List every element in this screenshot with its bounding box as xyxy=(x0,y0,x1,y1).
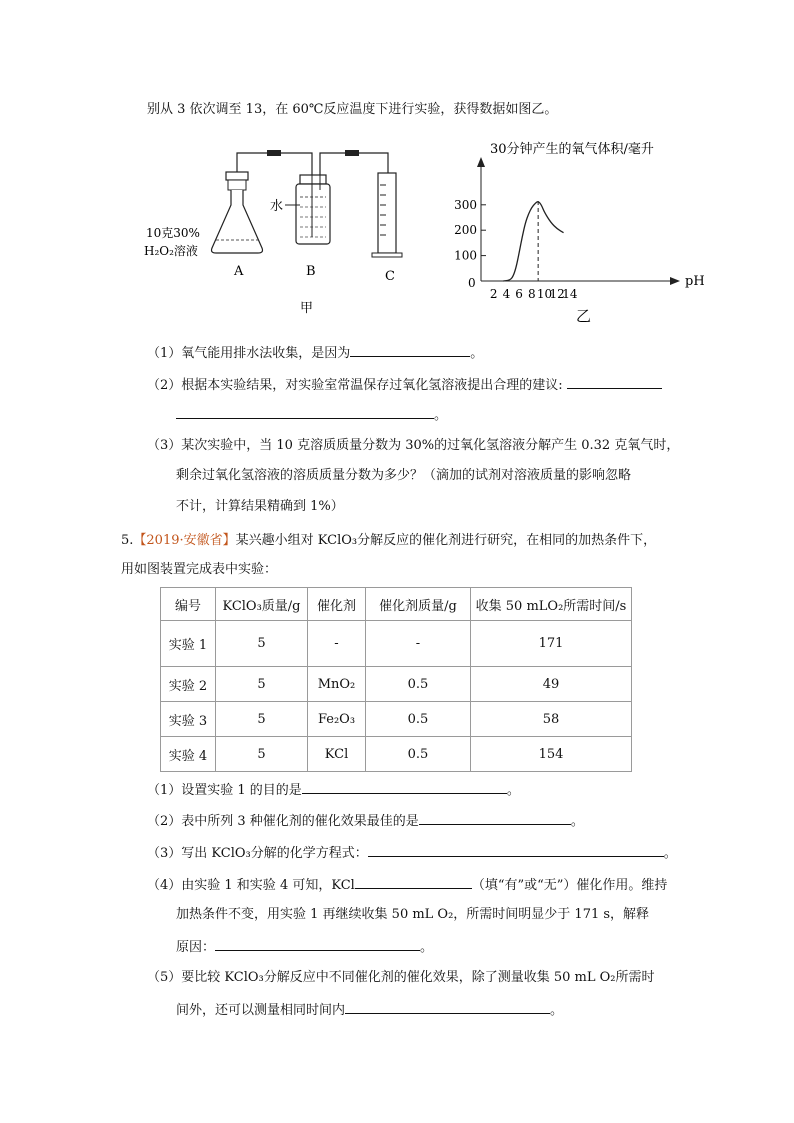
q5-sub4-end: 。 xyxy=(420,940,434,955)
caption-jia: 甲 xyxy=(300,301,314,316)
q5-sub4-text: （4）由实验 1 和实验 4 可知，KCl xyxy=(147,878,355,893)
x-tick-label: 4 xyxy=(502,287,511,301)
q4-sub3-line2: 剩余过氧化氢溶液的溶质质量分数为多少？（滴加的试剂对溶液质量的影响忽略 xyxy=(176,468,632,483)
solution-label-1: 10克30% xyxy=(146,226,200,240)
table-cell: KCl xyxy=(308,737,366,772)
q5-sub3-text: （3）写出 KClO₃分解的化学方程式： xyxy=(147,846,368,861)
table-cell: 实验 3 xyxy=(161,702,216,737)
q5-sub4-line3-prefix: 原因： xyxy=(176,940,216,955)
table-cell: - xyxy=(366,621,471,667)
q5-sub4-blank-2[interactable] xyxy=(215,937,420,951)
q5-sub4-blank-1[interactable] xyxy=(355,875,472,889)
q4-sub1 xyxy=(147,343,483,363)
q4-sub2-blank-2[interactable] xyxy=(176,405,434,419)
q4-sub2-text: （2）根据本实验结果，对实验室常温保存过氧化氢溶液提出合理的建议: xyxy=(147,378,563,393)
q5-sub1-blank[interactable] xyxy=(302,780,507,794)
table-cell: 5 xyxy=(216,702,308,737)
table-row xyxy=(161,702,632,737)
q5-sub2-text: （2）表中所列 3 种催化剂的催化效果最佳的是 xyxy=(147,814,419,829)
table-cell: 58 xyxy=(471,702,632,737)
intro-line: 别从 3 依次调至 13，在 60℃反应温度下进行实验，获得数据如图乙。 xyxy=(147,102,558,117)
q5-number: 5. xyxy=(121,533,134,548)
q5-sub3-end: 。 xyxy=(663,846,677,861)
x-tick-label: 2 xyxy=(489,287,498,301)
table-cell: 实验 2 xyxy=(161,667,216,702)
table-row xyxy=(161,737,632,772)
label-b: B xyxy=(306,264,316,279)
caption-yi: 乙 xyxy=(576,307,592,325)
origin-label: 0 xyxy=(468,276,476,290)
table-cell: 171 xyxy=(471,621,632,667)
series-line xyxy=(503,202,563,281)
q4-sub1-text: （1）氧气能用排水法收集，是因为 xyxy=(147,346,351,361)
table-header: 催化剂 xyxy=(308,588,366,621)
q5-sub1 xyxy=(147,780,520,800)
q5-sub1-end: 。 xyxy=(506,783,520,798)
q4-sub2-blank-1[interactable] xyxy=(567,375,662,389)
experiment-table xyxy=(160,587,632,772)
q5-line1-rest: 某兴趣小组对 KClO₃分解反应的催化剂进行研究，在相同的加热条件下， xyxy=(235,533,657,548)
table-cell: Fe₂O₃ xyxy=(308,702,366,737)
q5-line2: 用如图装置完成表中实验： xyxy=(121,562,278,577)
q5-sub2 xyxy=(147,811,584,831)
oxygen-ph-chart xyxy=(440,135,720,330)
q5-sub5-line2 xyxy=(176,1000,563,1020)
table-cell: 5 xyxy=(216,737,308,772)
q4-sub2-end: 。 xyxy=(434,408,448,423)
y-axis-arrow xyxy=(477,157,485,167)
table-header: 收集 50 mLO₂所需时间/s xyxy=(471,588,632,621)
table-cell: - xyxy=(308,621,366,667)
q5-sub5-line1: （5）要比较 KClO₃分解反应中不同催化剂的催化效果，除了测量收集 50 mL O₂所需时 xyxy=(147,970,655,985)
q5-sub4-suffix: （填“有”或“无”）催化作用。维持 xyxy=(471,878,668,893)
table-header: 编号 xyxy=(161,588,216,621)
q4-sub2 xyxy=(147,375,662,395)
chart-title: 30分钟产生的氧气体积/毫升 xyxy=(490,142,654,157)
x-axis-arrow xyxy=(670,277,680,285)
y-tick-label: 200 xyxy=(454,223,477,238)
q5-sub5-blank[interactable] xyxy=(345,1000,550,1014)
q5-sub5-end: 。 xyxy=(550,1003,564,1018)
table-cell: 0.5 xyxy=(366,702,471,737)
y-tick-label: 300 xyxy=(454,197,477,212)
water-label: 水 xyxy=(270,199,284,214)
table-cell: 实验 1 xyxy=(161,621,216,667)
table-cell: 49 xyxy=(471,667,632,702)
table-header: KClO₃质量/g xyxy=(216,588,308,621)
flask-a xyxy=(212,160,263,253)
q5-line1 xyxy=(121,532,656,550)
q5-source: 【2019·安徽省】 xyxy=(133,533,236,548)
q4-sub3-line3: 不计，计算结果精确到 1%） xyxy=(176,499,344,514)
q5-sub5-line2-prefix: 间外，还可以测量相同时间内 xyxy=(176,1003,346,1018)
bottle-b xyxy=(296,175,330,244)
table-cell: 实验 4 xyxy=(161,737,216,772)
table-row xyxy=(161,667,632,702)
label-c: C xyxy=(385,269,395,284)
table-cell: 5 xyxy=(216,667,308,702)
y-tick-label: 100 xyxy=(454,248,477,263)
q5-sub4-line2: 加热条件不变，用实验 1 再继续收集 50 mL O₂，所需时间明显少于 171 s，解释 xyxy=(176,907,650,922)
q4-sub1-end: 。 xyxy=(470,346,484,361)
q4-sub3-line1: （3）某次实验中，当 10 克溶质质量分数为 30%的过氧化氢溶液分解产生 0.32 克氧气时， xyxy=(147,438,680,453)
q5-sub2-end: 。 xyxy=(570,814,584,829)
x-tick-label: 14 xyxy=(562,287,578,301)
q5-sub3 xyxy=(147,843,677,863)
table-header-row xyxy=(161,588,632,621)
x-tick-label: 8 xyxy=(527,287,536,301)
q5-sub1-text: （1）设置实验 1 的目的是 xyxy=(147,783,302,798)
table-cell: 5 xyxy=(216,621,308,667)
table-cell: 0.5 xyxy=(366,737,471,772)
table-cell: MnO₂ xyxy=(308,667,366,702)
q5-sub3-blank[interactable] xyxy=(368,843,664,857)
apparatus-figure xyxy=(140,145,420,325)
q4-sub1-blank[interactable] xyxy=(350,343,470,357)
x-tick-label: 10 xyxy=(536,287,553,301)
label-a: A xyxy=(234,264,244,279)
q5-sub4-line1 xyxy=(147,875,667,895)
table-header: 催化剂质量/g xyxy=(366,588,471,621)
x-tick-label: 12 xyxy=(549,287,565,301)
x-tick-label: 6 xyxy=(515,287,523,301)
x-axis-label: pH xyxy=(685,274,705,289)
q4-sub2-line2 xyxy=(176,405,447,425)
table-cell: 154 xyxy=(471,737,632,772)
solution-label-2: H₂O₂溶液 xyxy=(144,244,198,258)
q5-sub2-blank[interactable] xyxy=(419,811,571,825)
cylinder-c xyxy=(372,173,402,257)
table-row xyxy=(161,621,632,667)
q5-sub4-line3 xyxy=(176,937,433,957)
table-cell: 0.5 xyxy=(366,667,471,702)
